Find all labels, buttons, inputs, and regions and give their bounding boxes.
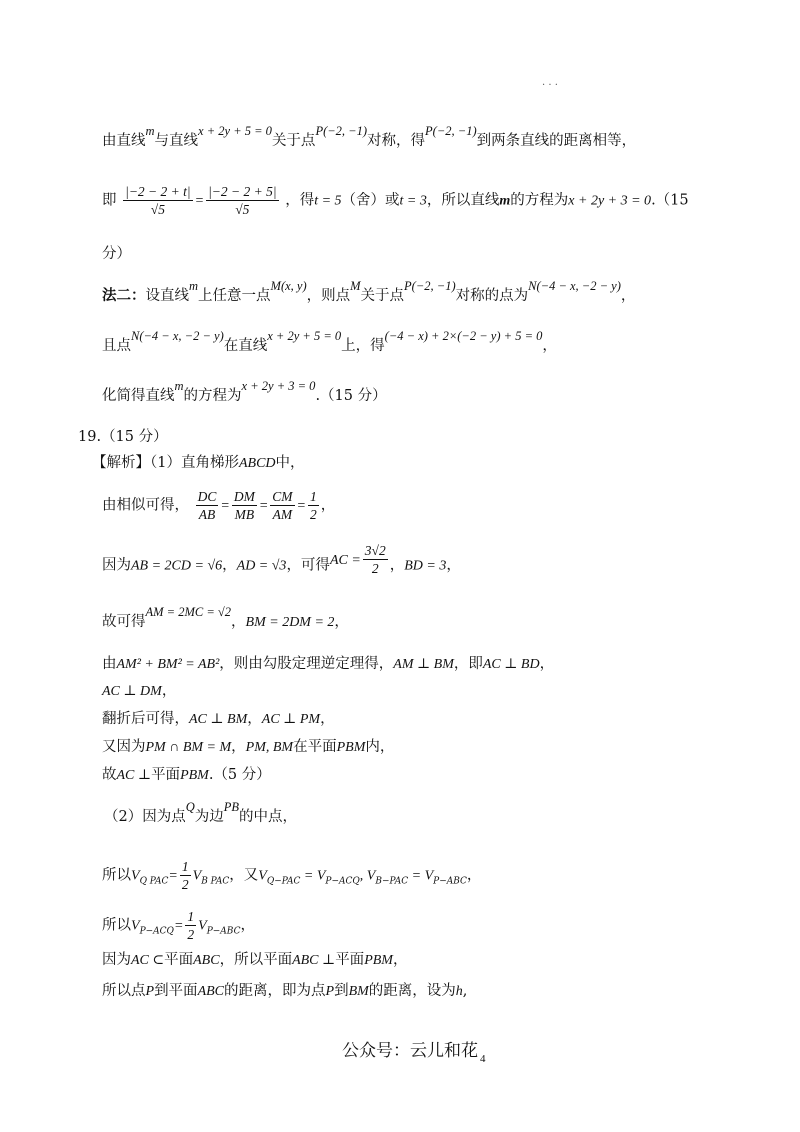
fraction-right: $\frac{|-2 - 2 + 5|}{√5}$ (208, 184, 277, 217)
line-17: （2）因为点Q为边PB的中点， (104, 800, 298, 825)
line-8: 【解析】（1）直角梯形ABCD中， (92, 455, 305, 471)
footer-label: 公众号：云儿和花 (342, 1041, 478, 1061)
question-19-heading: 19.（15 分） (78, 429, 168, 445)
page-number: 4 (480, 1053, 486, 1065)
line-2: 即 $\frac{|-2 - 2 + t|}{√5}$ = $\frac{|-2 - 2 + 5|}{√5}$ ，得t = 5（舍）或t = 3，所以直线m的方程为x + 2y + 3 = 0.（15 (102, 184, 689, 217)
page-footer (342, 1036, 486, 1065)
line-20: 因为AC ⊂平面ABC，所以平面ABC ⊥平面PBM， (102, 952, 408, 968)
line-19: 所以$V_{P-ACQ}=$ $\frac{1}{2}$ $V_{P-ABC}$， (102, 909, 255, 942)
line-13: AC ⊥ DM， (102, 683, 177, 699)
line-4: 法二：设直线m上任意一点M(x, y)，则点M关于点P(−2, −1)对称的点为N(−4 − x, −2 − y)， (102, 279, 636, 304)
line-18: 所以$V_{Q PAC}=$ $\frac{1}{2}$ $V_{B PAC}$，又$V_{Q-PAC} = V_{P-ACQ}$, $V_{B-PAC} = V_{P-ABC}$， (102, 859, 482, 892)
line-16: 故AC ⊥平面PBM.（5 分） (102, 767, 271, 783)
line-9: 由相似可得， $\frac{DC}{AB}$ = $\frac{DM}{MB}$ = $\frac{CM}{AM}$ = $\frac{1}{2}$ ， (102, 489, 336, 522)
line-12: 由AM² + BM² = AB²，则由勾股定理逆定理得，AM ⊥ BM，即AC ⊥ BD， (102, 656, 555, 672)
line-15: 又因为PM ∩ BM = M，PM, BM在平面PBM内， (102, 739, 395, 755)
line-21: 所以点P到平面ABC的距离，即为点P到BM的距离，设为h, (102, 983, 468, 999)
line-10: 因为AB = 2CD = √6，AD = √3，可得AC = $\frac{3√2}{2}$ ，BD = 3， (102, 543, 461, 576)
fraction-left: $\frac{|-2 - 2 + t|}{√5}$ (125, 184, 191, 217)
line-5: 且点N(−4 − x, −2 − y)在直线x + 2y + 5 = 0上，得(−4 − x) + 2×(−2 − y) + 5 = 0， (102, 329, 557, 354)
header-marks: . . . (542, 77, 558, 88)
line-3: 分） (102, 246, 131, 262)
line-14: 翻折后可得，AC ⊥ BM，AC ⊥ PM， (102, 711, 335, 727)
line-11: 故可得AM = 2MC = √2，BM = 2DM = 2， (102, 605, 349, 630)
line-1: 由直线m与直线x + 2y + 5 = 0关于点P(−2, −1)对称，得P(−2, −1)到两条直线的距离相等， (102, 124, 637, 149)
line-6: 化简得直线m的方程为x + 2y + 3 = 0.（15 分） (102, 379, 387, 404)
